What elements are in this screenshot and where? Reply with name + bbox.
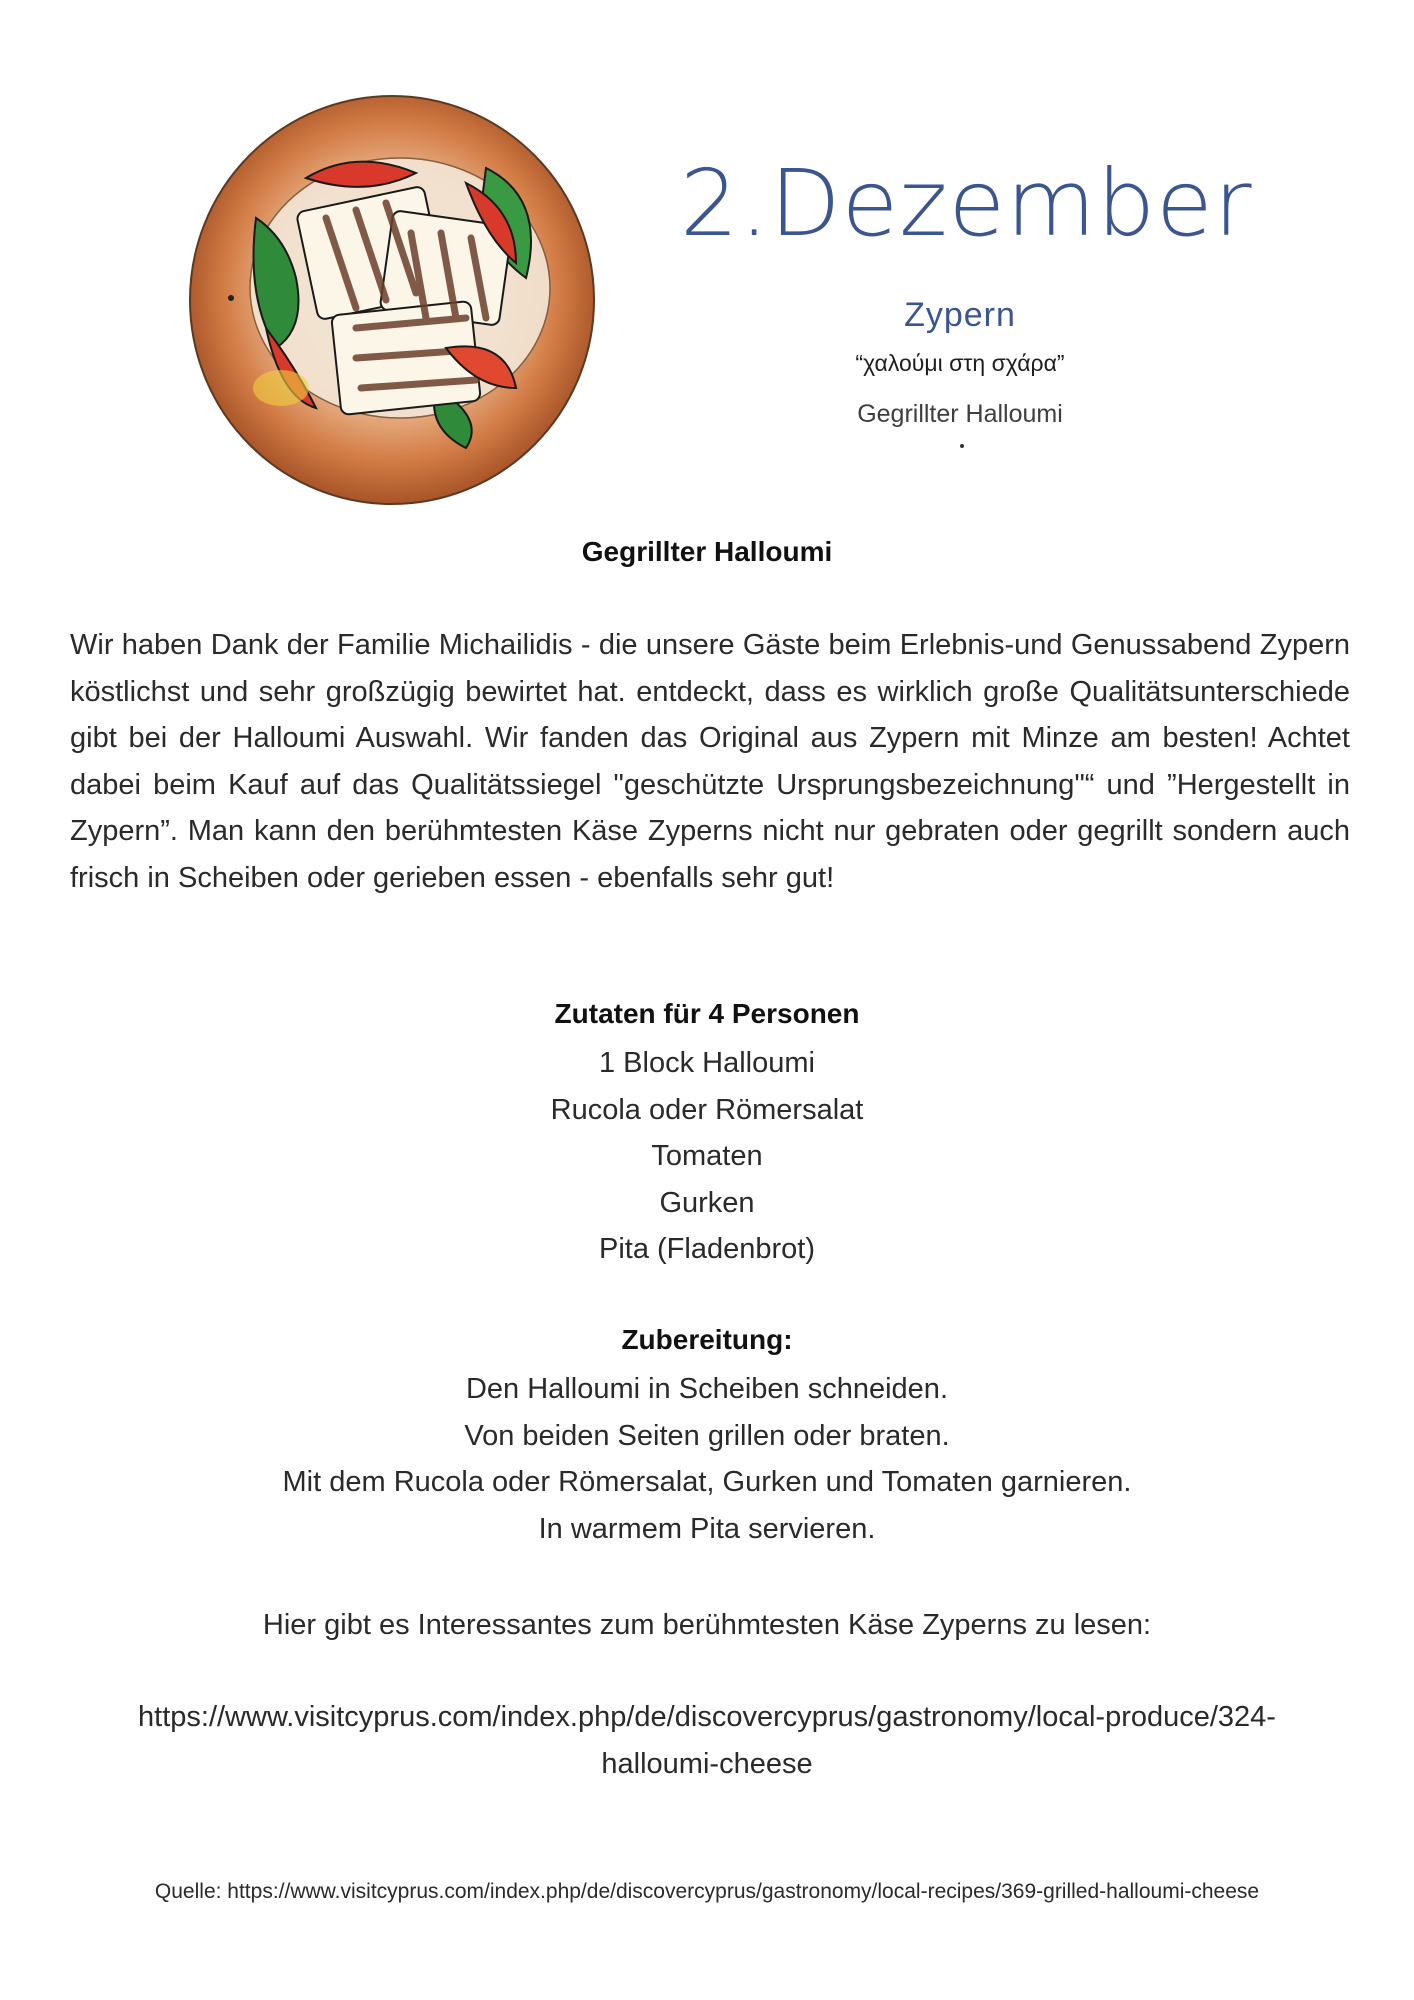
list-item: Pita (Fladenbrot) bbox=[599, 1233, 815, 1265]
list-item: Tomaten bbox=[651, 1140, 763, 1172]
ingredients-heading: Zutaten für 4 Personen bbox=[554, 998, 860, 1029]
halloumi-plate-illustration bbox=[186, 88, 598, 508]
preparation-steps bbox=[0, 1366, 1414, 1552]
source-footer[interactable]: Quelle: https://www.visitcyprus.com/index.php/de/discovercyprus/gastronomy/local-recipes/369-grilled-halloumi-cheese bbox=[154, 1880, 1260, 1903]
recipe-heading: Gegrillter Halloumi bbox=[581, 536, 833, 567]
list-item: Den Halloumi in Scheiben schneiden. bbox=[465, 1373, 948, 1405]
ingredients-list bbox=[0, 1040, 1414, 1273]
intro-paragraph: Wir haben Dank der Familie Michailidis - die unsere Gäste beim Erlebnis-und Genussabend Zypern köstlichst und sehr großzügig bewirtet hat. entdeckt, dass es wirklich große Qualitätsunterschiede gibt bei der Halloumi Auswahl. Wir fanden das Original aus Zypern mit Minze am besten! Achtet dabei beim Kauf auf das Qualitätssiegel "geschützte Ursprungsbezeichnung"“ und ”Hergestellt in Zypern”. Man kann den berühmtesten Käse Zyperns nicht nur gebraten oder gegrillt sondern auch frisch in Scheiben oder gerieben essen - ebenfalls sehr gut! bbox=[70, 629, 1350, 894]
more-info-link[interactable]: https://www.visitcyprus.com/index.php/de/discovercyprus/gastronomy/local-produce/324-halloumi-cheese bbox=[138, 1701, 1276, 1780]
list-item: 1 Block Halloumi bbox=[599, 1047, 815, 1079]
preparation-heading: Zubereitung: bbox=[621, 1324, 793, 1355]
list-item: Gurken bbox=[659, 1186, 755, 1219]
dish-subtitle: Gegrillter Halloumi bbox=[857, 400, 1063, 428]
list-item: Rucola oder Römersalat bbox=[550, 1093, 864, 1126]
decorative-dot bbox=[960, 444, 964, 448]
list-item: In warmem Pita servieren. bbox=[538, 1512, 876, 1545]
list-item: Mit dem Rucola oder Römersalat, Gurken und Tomaten garnieren. bbox=[282, 1466, 1132, 1498]
greek-dish-name: “χαλούμι στη σχάρα” bbox=[855, 350, 1065, 376]
country-name: Zypern bbox=[904, 296, 1016, 334]
list-item: Von beiden Seiten grillen oder braten. bbox=[464, 1419, 950, 1452]
date-title: 2.Dezember bbox=[680, 150, 1253, 257]
more-info-text: Hier gibt es Interessantes zum berühmtesten Käse Zyperns zu lesen: bbox=[262, 1609, 1152, 1641]
